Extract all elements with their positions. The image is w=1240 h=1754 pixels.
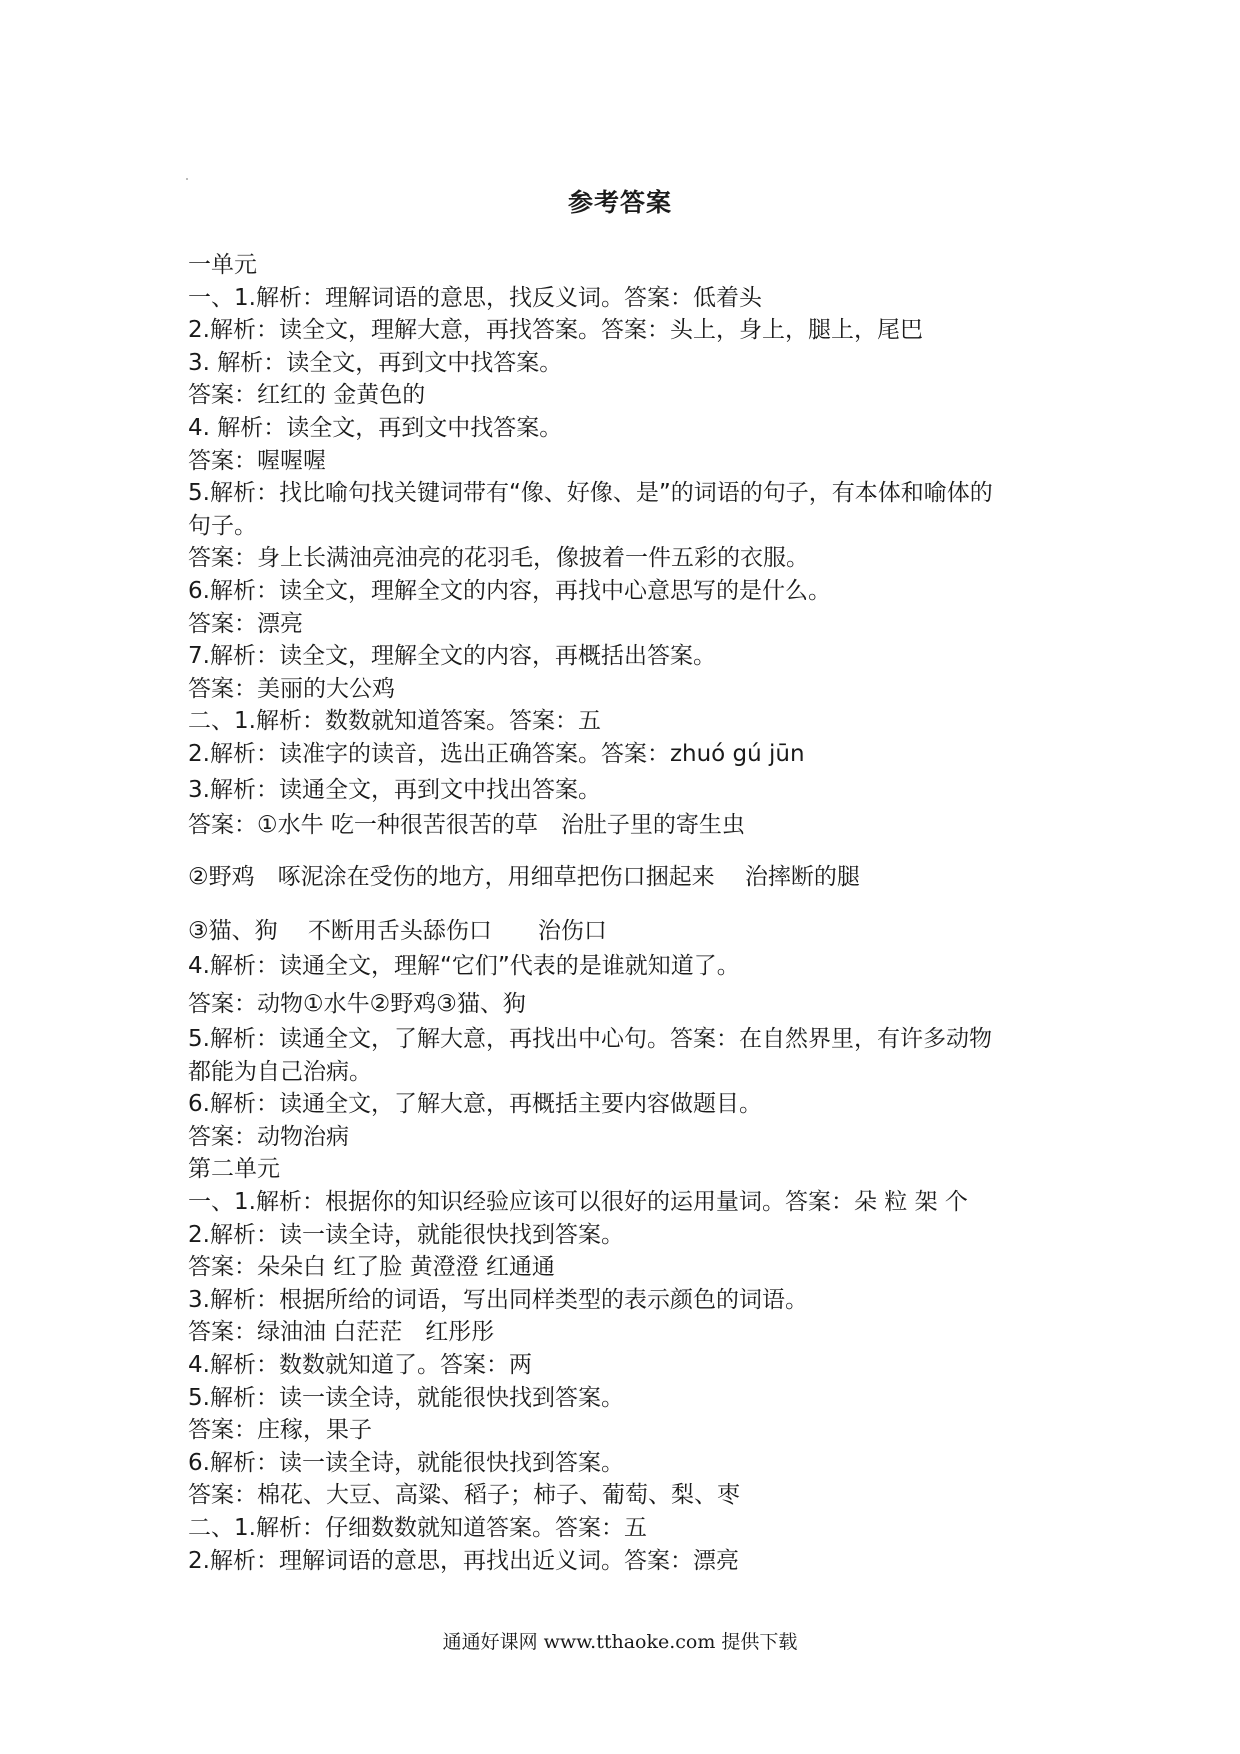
answer-line: 答案：漂亮 <box>188 610 303 637</box>
answer-line: 6.解析：读通全文，了解大意，再概括主要内容做题目。 <box>188 1091 762 1118</box>
answer-line: 4.解析：读通全文，理解“它们”代表的是谁就知道了。 <box>188 953 740 980</box>
answer-line: 答案：庄稼，果子 <box>188 1417 372 1444</box>
answer-content <box>188 249 1068 1577</box>
answer-line: 5.解析：读通全文，了解大意，再找出中心句。答案：在自然界里，有许多动物 <box>188 1026 992 1053</box>
answer-line: 2.解析：读全文，理解大意，再找答案。答案：头上，身上，腿上，尾巴 <box>188 317 923 344</box>
answer-line: 2.解析：读一读全诗，就能很快找到答案。 <box>188 1221 624 1248</box>
answer-line: 二、1.解析：数数就知道答案。答案：五 <box>188 708 601 735</box>
answer-line: 答案：动物①水牛②野鸡③猫、狗 <box>188 991 526 1018</box>
answer-line: 4.解析：数数就知道了。答案：两 <box>188 1352 532 1379</box>
answer-line: 2.解析：读准字的读音，选出正确答案。答案：zhuó gú jūn <box>188 740 805 767</box>
answer-line: ③猫、狗 不断用舌头舔伤口 治伤口 <box>188 917 607 944</box>
answer-line: 4. 解析：读全文，再到文中找答案。 <box>188 414 563 441</box>
answer-line: 一、1.解析：根据你的知识经验应该可以很好的运用量词。答案：朵 粒 架 个 <box>188 1189 968 1216</box>
answer-line: 答案：美丽的大公鸡 <box>188 675 395 702</box>
answer-line: 答案：喔喔喔 <box>188 447 326 474</box>
answer-line: 答案：绿油油 白茫茫 红彤彤 <box>188 1319 495 1346</box>
answer-line: 7.解析：读全文，理解全文的内容，再概括出答案。 <box>188 643 716 670</box>
answer-line: 5.解析：找比喻句找关键词带有“像、好像、是”的词语的句子，有本体和喻体的 <box>188 480 993 507</box>
answer-line: 二、1.解析：仔细数数就知道答案。答案：五 <box>188 1515 647 1541</box>
answer-line: ②野鸡 啄泥涂在受伤的地方，用细草把伤口捆起来 治摔断的腿 <box>188 863 860 890</box>
answer-line: 答案：朵朵白 红了脸 黄澄澄 红通通 <box>188 1254 555 1281</box>
page-footer: 通通好课网 www.tthaoke.com 提供下载 <box>442 1631 798 1653</box>
answer-line: 2.解析：理解词语的意思，再找出近义词。答案：漂亮 <box>188 1547 739 1574</box>
answer-line: 一、1.解析：理解词语的意思，找反义词。答案：低着头 <box>188 284 762 311</box>
section-heading: 一单元 <box>188 252 257 278</box>
answer-line: 答案：红红的 金黄色的 <box>188 382 426 409</box>
answer-line: 答案：动物治病 <box>188 1123 349 1150</box>
answer-line: 3.解析：读通全文，再到文中找出答案。 <box>188 776 601 803</box>
answer-line: 5.解析：读一读全诗，就能很快找到答案。 <box>188 1384 624 1411</box>
answer-line: 答案：身上长满油亮油亮的花羽毛，像披着一件五彩的衣服。 <box>188 545 809 572</box>
answer-line: 答案：棉花、大豆、高粱、稻子；柿子、葡萄、梨、枣 <box>188 1482 740 1509</box>
answer-line: 句子。 <box>188 512 257 539</box>
section-heading: 第二单元 <box>188 1156 280 1183</box>
answer-line: 都能为自己治病。 <box>188 1058 372 1085</box>
answer-line: 3.解析：根据所给的词语，写出同样类型的表示颜色的词语。 <box>188 1286 808 1313</box>
page-title: 参考答案 <box>567 188 672 217</box>
answer-line: 答案：①水牛 吃一种很苦很苦的草 治肚子里的寄生虫 <box>188 811 745 838</box>
answer-line: 6.解析：读全文，理解全文的内容，再找中心意思写的是什么。 <box>188 577 831 604</box>
answer-line: 3. 解析：读全文，再到文中找答案。 <box>188 349 563 376</box>
answer-line: 6.解析：读一读全诗，就能很快找到答案。 <box>188 1449 624 1476</box>
scan-speck <box>186 178 188 180</box>
